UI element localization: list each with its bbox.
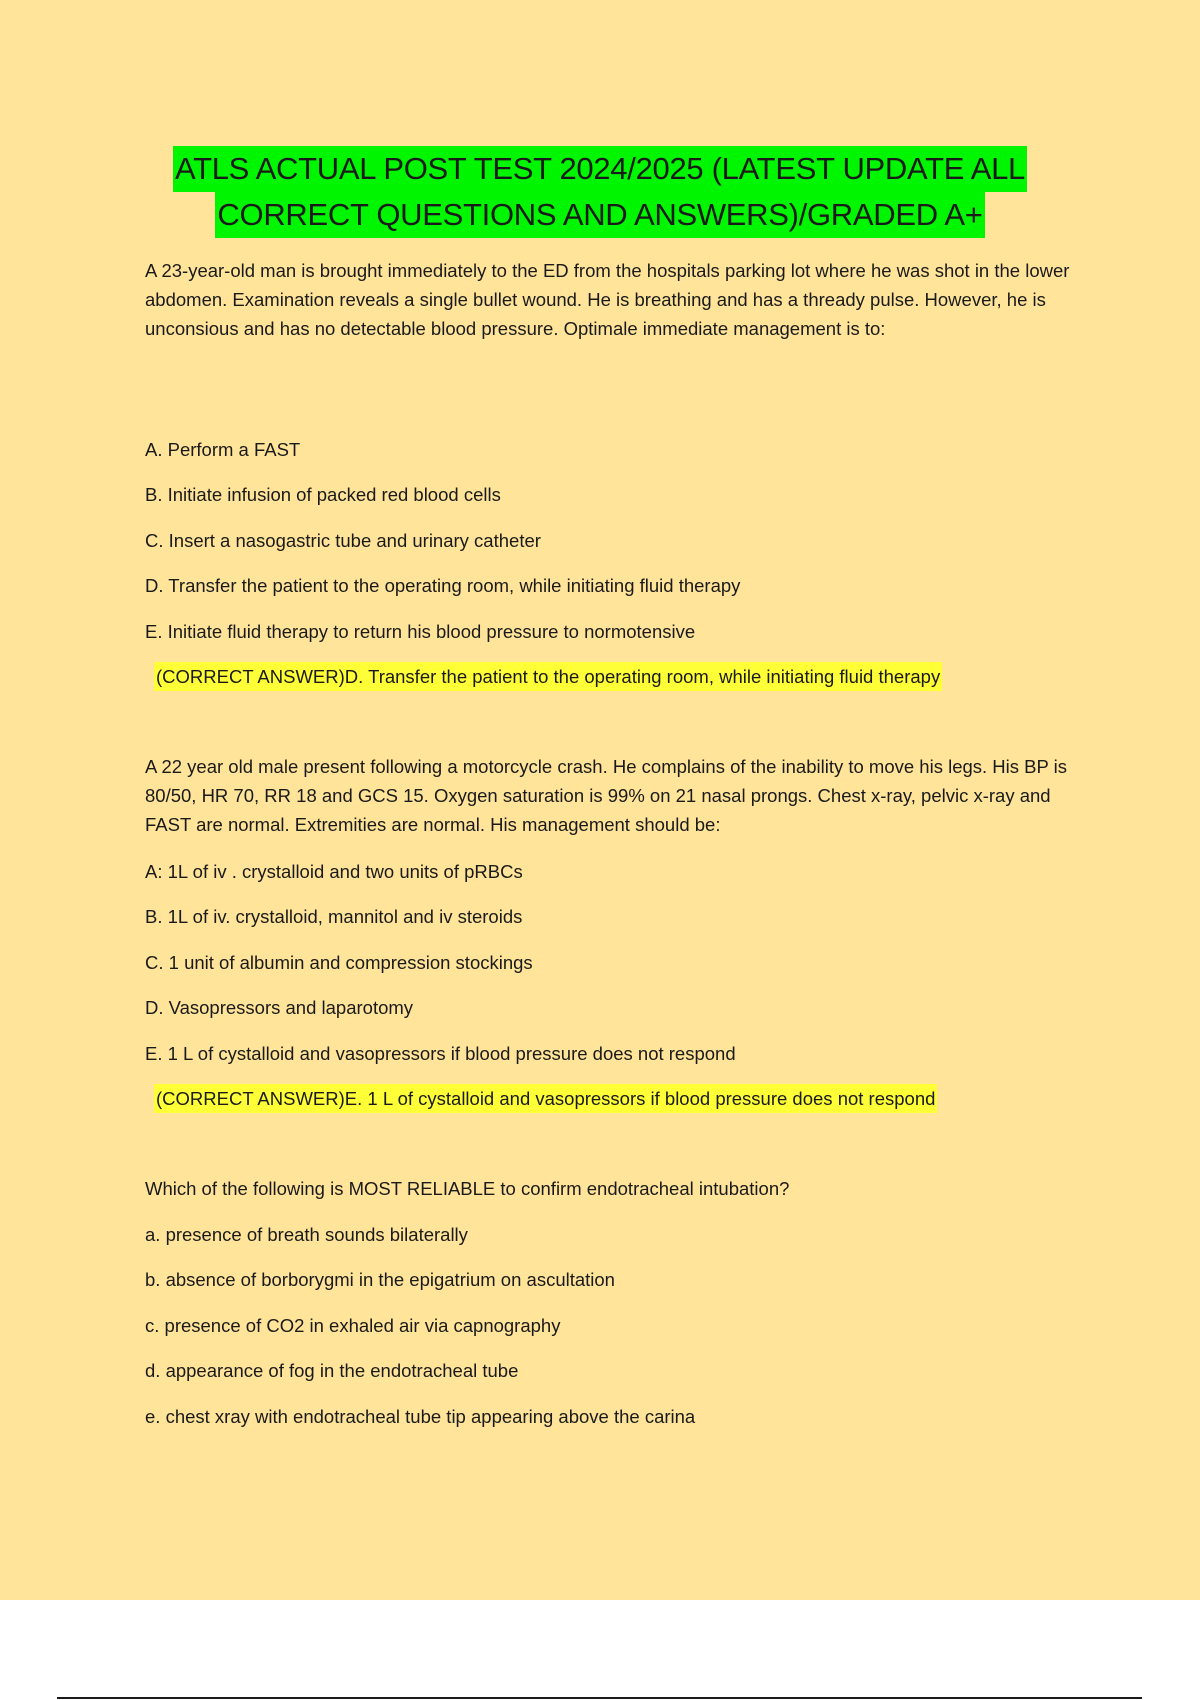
question-1-option-e: E. Initiate fluid therapy to return his blood pressure to normotensive: [145, 621, 696, 642]
question-1-option-b: B. Initiate infusion of packed red blood cells: [145, 484, 501, 505]
question-2-correct-answer: (CORRECT ANSWER)E. 1 L of cystalloid and vasopressors if blood pressure does not respond: [154, 1084, 937, 1113]
footer-divider: [57, 1697, 1142, 1699]
title-line-2: CORRECT QUESTIONS AND ANSWERS)/GRADED A+: [215, 192, 984, 238]
question-1-stem: A 23-year-old man is brought immediately to the ED from the hospitals parking lot where he was shot in the lower abdomen. Examination reveals a single bullet wound. He is breathing and has a thready pulse. However, he is unconsious and has no detectable blood pressure. Optimale immediate management is to:: [145, 260, 1070, 339]
document-title: [0, 146, 1200, 238]
question-2-option-b: B. 1L of iv. crystalloid, mannitol and iv steroids: [145, 906, 523, 927]
question-3-option-d: d. appearance of fog in the endotracheal tube: [145, 1360, 519, 1381]
title-line-1: ATLS ACTUAL POST TEST 2024/2025 (LATEST UPDATE ALL: [173, 146, 1027, 192]
question-2-option-c: C. 1 unit of albumin and compression stockings: [145, 952, 533, 973]
question-1-option-a: A. Perform a FAST: [145, 439, 301, 460]
question-2-option-a: A: 1L of iv . crystalloid and two units of pRBCs: [145, 861, 523, 882]
question-3-option-e: e. chest xray with endotracheal tube tip appearing above the carina: [145, 1406, 696, 1427]
question-2-option-d: D. Vasopressors and laparotomy: [145, 997, 414, 1018]
question-2-option-e: E. 1 L of cystalloid and vasopressors if blood pressure does not respond: [145, 1043, 736, 1064]
question-2-stem: A 22 year old male present following a motorcycle crash. He complains of the inability to move his legs. His BP is 80/50, HR 70, RR 18 and GCS 15. Oxygen saturation is 99% on 21 nasal prongs. Chest x-ray, pelvic x-ray and FAST are normal. Extremities are normal. His management should be:: [145, 756, 1068, 835]
question-3-option-c: c. presence of CO2 in exhaled air via capnography: [145, 1315, 561, 1336]
question-1-correct-answer: (CORRECT ANSWER)D. Transfer the patient to the operating room, while initiating fluid therapy: [154, 662, 942, 691]
question-3-stem: Which of the following is MOST RELIABLE to confirm endotracheal intubation?: [145, 1178, 790, 1199]
question-1-option-c: C. Insert a nasogastric tube and urinary catheter: [145, 530, 541, 551]
question-3-option-b: b. absence of borborygmi in the epigatrium on ascultation: [145, 1269, 615, 1290]
question-1-option-d: D. Transfer the patient to the operating room, while initiating fluid therapy: [145, 575, 741, 596]
question-3-option-a: a. presence of breath sounds bilaterally: [145, 1224, 468, 1245]
